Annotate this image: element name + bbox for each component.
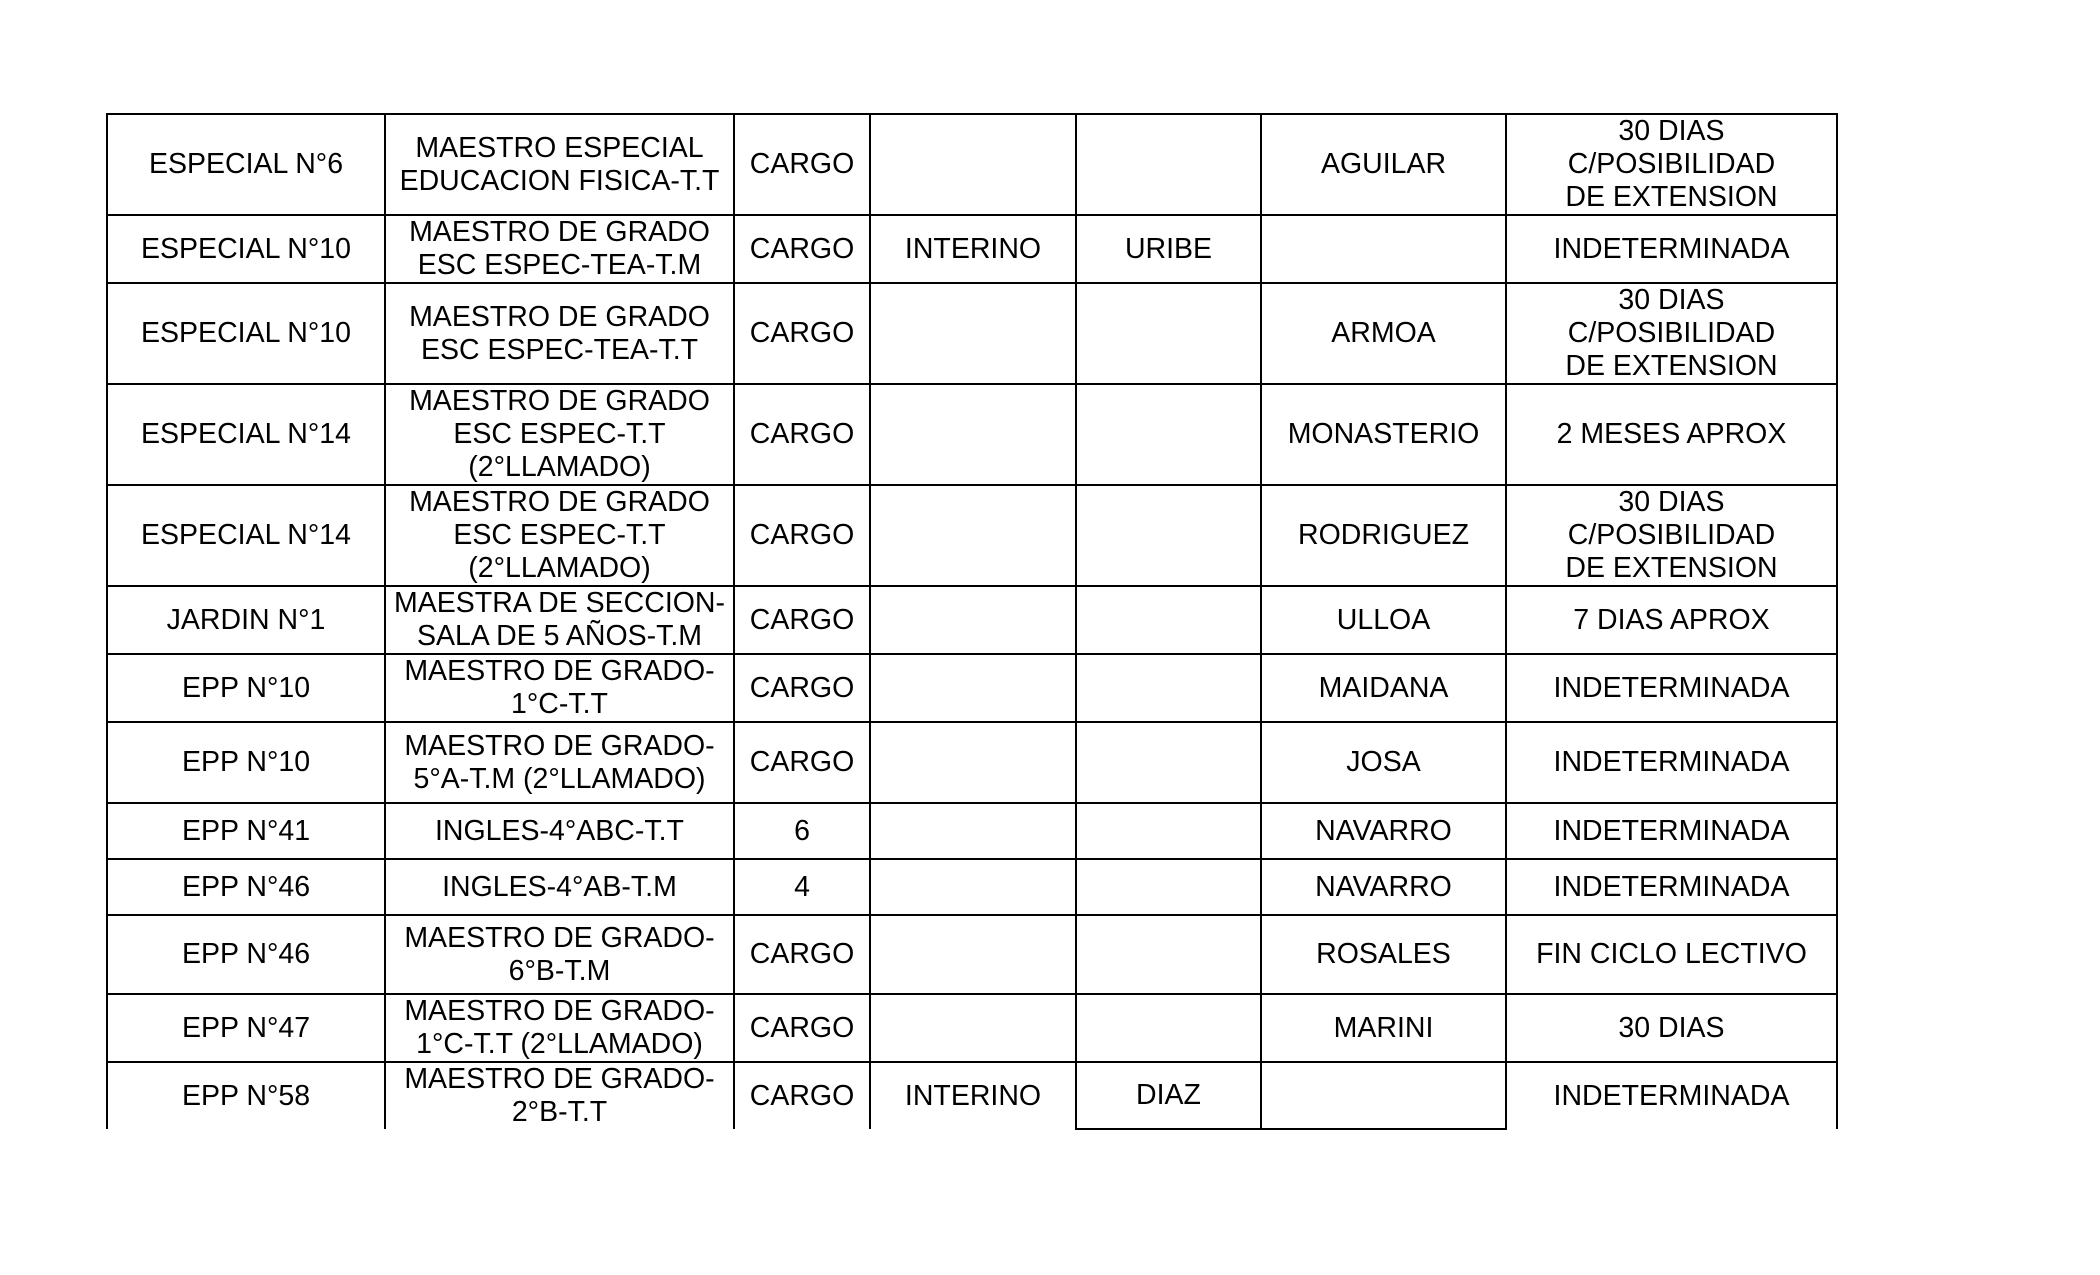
position-cell: INGLES-4°AB-T.M [385, 859, 734, 915]
substitute-cell: MARINI [1261, 994, 1506, 1062]
position-cell: MAESTRO DE GRADO- 1°C-T.T [385, 654, 734, 722]
position-cell: MAESTRO DE GRADO- 5°A-T.M (2°LLAMADO) [385, 722, 734, 803]
duration-cell: INDETERMINADA [1506, 215, 1837, 283]
duration-cell: INDETERMINADA [1506, 1062, 1837, 1129]
position-cell: INGLES-4°ABC-T.T [385, 803, 734, 859]
school-cell: EPP N°10 [107, 654, 385, 722]
table-row [107, 915, 1837, 994]
school-cell: EPP N°46 [107, 915, 385, 994]
status-cell [870, 586, 1076, 654]
status-cell [870, 654, 1076, 722]
school-cell: EPP N°10 [107, 722, 385, 803]
hours-cell: CARGO [734, 586, 870, 654]
substitute-cell: RODRIGUEZ [1261, 485, 1506, 586]
substitute-cell: MONASTERIO [1261, 384, 1506, 485]
table-row [107, 859, 1837, 915]
table-row [107, 485, 1837, 586]
holder-cell [1076, 114, 1261, 215]
table-row [107, 1062, 1837, 1129]
position-cell: MAESTRO ESPECIAL EDUCACION FISICA-T.T [385, 114, 734, 215]
holder-cell [1076, 485, 1261, 586]
table-row [107, 283, 1837, 384]
holder-cell [1076, 722, 1261, 803]
holder-cell [1076, 586, 1261, 654]
status-cell [870, 803, 1076, 859]
hours-cell: CARGO [734, 384, 870, 485]
hours-cell: CARGO [734, 283, 870, 384]
status-cell: INTERINO [870, 1062, 1076, 1129]
school-cell: ESPECIAL N°10 [107, 215, 385, 283]
position-cell: MAESTRO DE GRADO- 2°B-T.T [385, 1062, 734, 1129]
status-cell: INTERINO [870, 215, 1076, 283]
substitute-cell: AGUILAR [1261, 114, 1506, 215]
holder-cell [1076, 915, 1261, 994]
hours-cell: CARGO [734, 654, 870, 722]
holder-cell: DIAZ [1076, 1062, 1261, 1129]
school-cell: EPP N°46 [107, 859, 385, 915]
holder-cell [1076, 654, 1261, 722]
hours-cell: CARGO [734, 1062, 870, 1129]
duration-cell: INDETERMINADA [1506, 654, 1837, 722]
substitute-cell [1261, 1062, 1506, 1129]
vacancies-table [106, 113, 1838, 1130]
hours-cell: CARGO [734, 485, 870, 586]
duration-cell: INDETERMINADA [1506, 803, 1837, 859]
hours-cell: CARGO [734, 915, 870, 994]
position-cell: MAESTRO DE GRADO ESC ESPEC-T.T (2°LLAMADO) [385, 384, 734, 485]
status-cell [870, 722, 1076, 803]
school-cell: ESPECIAL N°10 [107, 283, 385, 384]
status-cell [870, 994, 1076, 1062]
hours-cell: 6 [734, 803, 870, 859]
substitute-cell: NAVARRO [1261, 803, 1506, 859]
substitute-cell: ULLOA [1261, 586, 1506, 654]
holder-cell [1076, 384, 1261, 485]
position-cell: MAESTRO DE GRADO- 6°B-T.M [385, 915, 734, 994]
table-row [107, 384, 1837, 485]
table-row [107, 654, 1837, 722]
hours-cell: CARGO [734, 722, 870, 803]
substitute-cell: ARMOA [1261, 283, 1506, 384]
holder-cell [1076, 283, 1261, 384]
position-cell: MAESTRA DE SECCION- SALA DE 5 AÑOS-T.M [385, 586, 734, 654]
substitute-cell: ROSALES [1261, 915, 1506, 994]
hours-cell: CARGO [734, 215, 870, 283]
school-cell: EPP N°58 [107, 1062, 385, 1129]
duration-cell: 30 DIAS C/POSIBILIDAD DE EXTENSION [1506, 485, 1837, 586]
hours-cell: CARGO [734, 994, 870, 1062]
position-cell: MAESTRO DE GRADO- 1°C-T.T (2°LLAMADO) [385, 994, 734, 1062]
holder-cell [1076, 803, 1261, 859]
school-cell: ESPECIAL N°6 [107, 114, 385, 215]
holder-cell [1076, 859, 1261, 915]
status-cell [870, 283, 1076, 384]
status-cell [870, 114, 1076, 215]
table-row [107, 114, 1837, 215]
duration-cell: INDETERMINADA [1506, 722, 1837, 803]
position-cell: MAESTRO DE GRADO ESC ESPEC-T.T (2°LLAMADO) [385, 485, 734, 586]
holder-cell [1076, 994, 1261, 1062]
duration-cell: 2 MESES APROX [1506, 384, 1837, 485]
school-cell: ESPECIAL N°14 [107, 485, 385, 586]
status-cell [870, 384, 1076, 485]
duration-cell: 7 DIAS APROX [1506, 586, 1837, 654]
status-cell [870, 859, 1076, 915]
substitute-cell: MAIDANA [1261, 654, 1506, 722]
substitute-cell [1261, 215, 1506, 283]
status-cell [870, 915, 1076, 994]
school-cell: JARDIN N°1 [107, 586, 385, 654]
table-row [107, 215, 1837, 283]
school-cell: EPP N°47 [107, 994, 385, 1062]
duration-cell: FIN CICLO LECTIVO [1506, 915, 1837, 994]
duration-cell: 30 DIAS C/POSIBILIDAD DE EXTENSION [1506, 114, 1837, 215]
duration-cell: 30 DIAS C/POSIBILIDAD DE EXTENSION [1506, 283, 1837, 384]
school-cell: ESPECIAL N°14 [107, 384, 385, 485]
table-row [107, 994, 1837, 1062]
substitute-cell: NAVARRO [1261, 859, 1506, 915]
school-cell: EPP N°41 [107, 803, 385, 859]
table-row [107, 722, 1837, 803]
hours-cell: CARGO [734, 114, 870, 215]
table-row [107, 803, 1837, 859]
holder-cell: URIBE [1076, 215, 1261, 283]
position-cell: MAESTRO DE GRADO ESC ESPEC-TEA-T.M [385, 215, 734, 283]
substitute-cell: JOSA [1261, 722, 1506, 803]
status-cell [870, 485, 1076, 586]
position-cell: MAESTRO DE GRADO ESC ESPEC-TEA-T.T [385, 283, 734, 384]
table-row [107, 586, 1837, 654]
hours-cell: 4 [734, 859, 870, 915]
duration-cell: 30 DIAS [1506, 994, 1837, 1062]
duration-cell: INDETERMINADA [1506, 859, 1837, 915]
